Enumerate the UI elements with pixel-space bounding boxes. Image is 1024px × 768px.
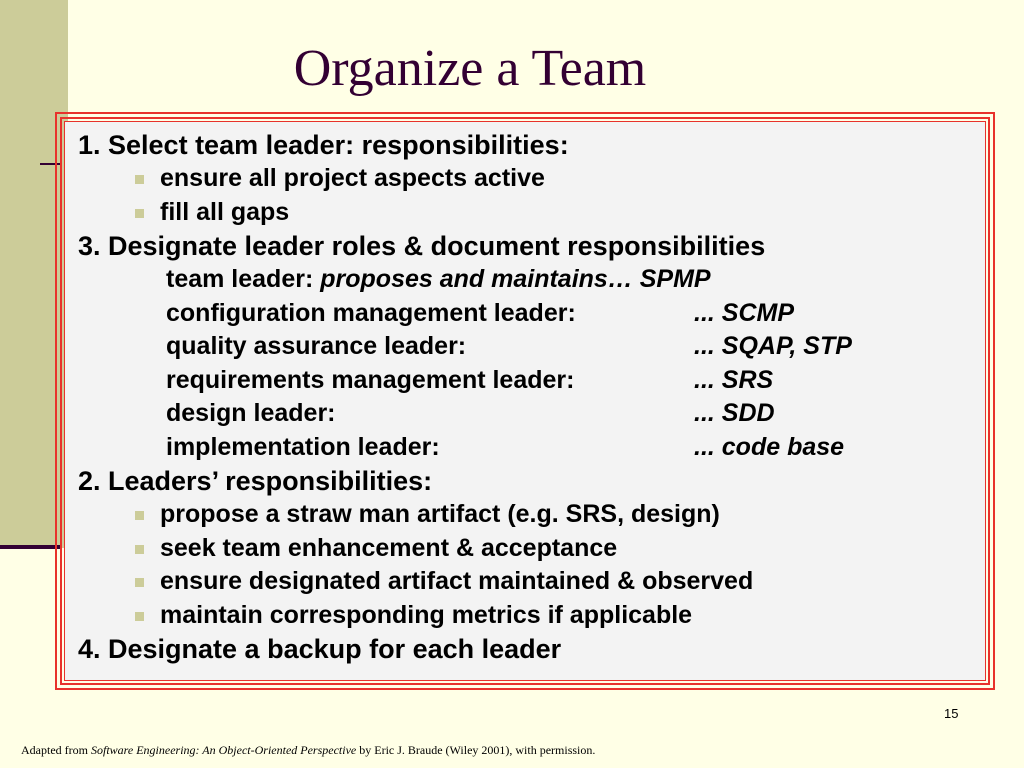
square-bullet-icon <box>135 578 144 587</box>
square-bullet-icon <box>135 545 144 554</box>
list-item: ensure all project aspects active <box>78 162 975 196</box>
role-row <box>78 330 975 364</box>
role-row <box>78 431 975 465</box>
step-4-heading: 4. Designate a backup for each leader <box>78 634 562 664</box>
role-document: ... SCMP <box>694 298 795 327</box>
role-label: design leader: <box>166 399 336 427</box>
role-description: proposes and maintains… SPMP <box>320 265 711 293</box>
page-number: 15 <box>944 706 959 721</box>
role-label: implementation leader: <box>166 432 440 461</box>
list-item: fill all gaps <box>78 196 975 230</box>
list-item: propose a straw man artifact (e.g. SRS, design) <box>78 498 975 532</box>
square-bullet-icon <box>135 175 144 184</box>
role-document: ... SRS <box>694 365 774 394</box>
slide-title: Organize a Team <box>293 40 647 97</box>
step-2-heading: 2. Leaders’ responsibilities: <box>78 466 433 496</box>
role-row <box>78 297 975 331</box>
list-item: seek team enhancement & acceptance <box>78 532 975 566</box>
step-1-heading: 1. Select team leader: responsibilities: <box>78 130 569 160</box>
footer-attribution: Adapted from Software Engineering: An Object-Oriented Perspective by Eric J. Braude (Wiley 2001), with permission. <box>21 743 596 757</box>
role-team-leader <box>78 263 975 297</box>
side-rule-bottom <box>0 545 60 549</box>
role-label: team leader: <box>166 265 321 293</box>
list-item: ensure designated artifact maintained & observed <box>78 565 975 599</box>
step-3-heading: 3. Designate leader roles & document responsibilities <box>78 231 766 261</box>
book-title: Software Engineering: An Object-Oriented Perspective <box>90 743 357 757</box>
role-document: ... code base <box>694 432 845 461</box>
square-bullet-icon <box>135 612 144 621</box>
square-bullet-icon <box>135 511 144 520</box>
role-row <box>78 364 975 398</box>
role-document: ... SQAP, STP <box>694 332 852 360</box>
square-bullet-icon <box>135 209 144 218</box>
role-label: requirements management leader: <box>166 365 575 394</box>
content-frame <box>55 112 995 690</box>
role-row <box>78 397 975 431</box>
role-document: ... SDD <box>694 399 775 427</box>
role-label: quality assurance leader: <box>166 332 467 360</box>
list-item: maintain corresponding metrics if applicable <box>78 599 975 633</box>
content-body <box>78 128 975 666</box>
role-label: configuration management leader: <box>166 298 576 327</box>
